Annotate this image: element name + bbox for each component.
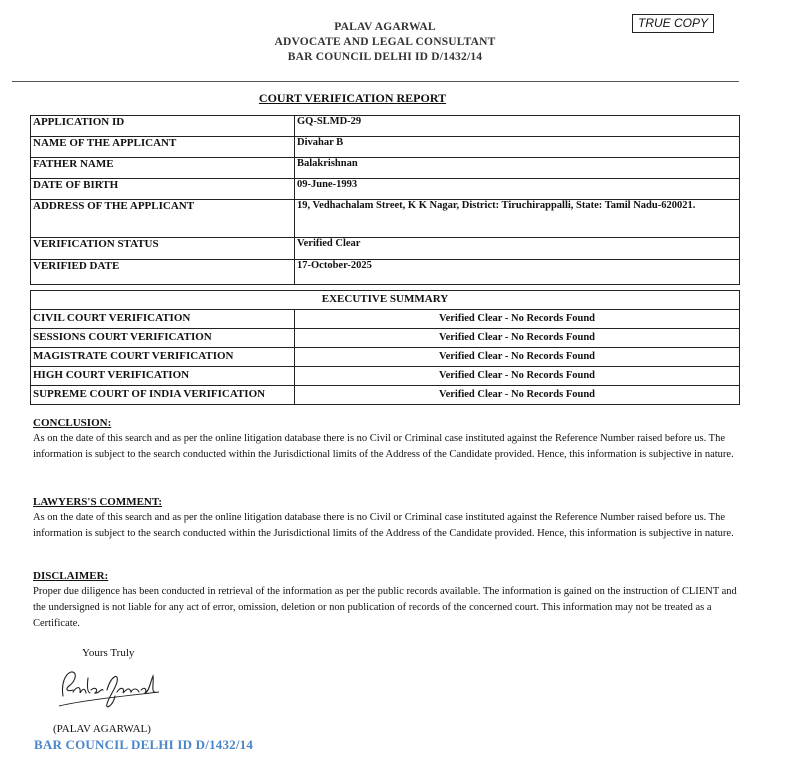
table-row xyxy=(31,291,740,310)
lawyers-comment-text: As on the date of this search and as per the online litigation database there is no Civil or Criminal case instituted against the Reference Number raised before us. The information is subject to the search conducted within the Jurisdictional limits of the Address of the Candidate provided. Hence, this information is subjective in nature. xyxy=(33,512,734,539)
true-copy-stamp: TRUE COPY xyxy=(632,14,714,33)
detail-label: ADDRESS OF THE APPLICANT xyxy=(31,200,295,238)
advocate-role: ADVOCATE AND LEGAL CONSULTANT xyxy=(274,36,496,48)
detail-value: GQ-SLMD-29 xyxy=(295,116,740,137)
disclaimer-text: Proper due diligence has been conducted in retrieval of the information as per the public records available. The information is gained on the instruction of CLIENT and the undersigned is not liable for any act of error, omission, deletion or non publication of records of the concerned court. This information may not be treated as a Certificate. xyxy=(33,586,737,629)
summary-value: Verified Clear - No Records Found xyxy=(295,329,740,348)
summary-label: CIVIL COURT VERIFICATION xyxy=(31,310,295,329)
lawyers-comment-heading: LAWYERS'S COMMENT: xyxy=(33,496,163,508)
table-row xyxy=(31,348,740,367)
detail-value: 19, Vedhachalam Street, K K Nagar, District: Tiruchirappalli, State: Tamil Nadu-620021. xyxy=(295,200,740,238)
table-row xyxy=(31,137,740,158)
detail-value: 17-October-2025 xyxy=(295,260,740,285)
applicant-details-table xyxy=(30,115,740,285)
summary-value: Verified Clear - No Records Found xyxy=(295,367,740,386)
summary-value: Verified Clear - No Records Found xyxy=(295,310,740,329)
table-row xyxy=(31,310,740,329)
disclaimer-heading: DISCLAIMER: xyxy=(33,570,109,582)
table-row xyxy=(31,260,740,285)
closing-salutation: Yours Truly xyxy=(82,647,135,659)
detail-label: VERIFIED DATE xyxy=(31,260,295,285)
summary-value: Verified Clear - No Records Found xyxy=(295,386,740,405)
conclusion-text: As on the date of this search and as per the online litigation database there is no Civil or Criminal case instituted against the Reference Number raised before us. The information is subject to the search conducted within the Jurisdictional limits of the Address of the Candidate provided. Hence, this information is subjective in nature. xyxy=(33,433,734,460)
detail-value: 09-June-1993 xyxy=(295,179,740,200)
detail-label: VERIFICATION STATUS xyxy=(31,238,295,260)
detail-label: APPLICATION ID xyxy=(31,116,295,137)
detail-value: Verified Clear xyxy=(295,238,740,260)
detail-value: Balakrishnan xyxy=(295,158,740,179)
detail-label: FATHER NAME xyxy=(31,158,295,179)
signatory-name: (PALAV AGARWAL) xyxy=(53,723,151,735)
table-row xyxy=(31,367,740,386)
table-row xyxy=(31,329,740,348)
signatory-bar-id: BAR COUNCIL DELHI ID D/1432/14 xyxy=(34,737,254,752)
conclusion-heading: CONCLUSION: xyxy=(33,417,112,429)
table-row xyxy=(31,238,740,260)
table-row xyxy=(31,179,740,200)
summary-label: MAGISTRATE COURT VERIFICATION xyxy=(31,348,295,367)
summary-label: HIGH COURT VERIFICATION xyxy=(31,367,295,386)
summary-label: SUPREME COURT OF INDIA VERIFICATION xyxy=(31,386,295,405)
signature xyxy=(55,666,165,711)
summary-title: EXECUTIVE SUMMARY xyxy=(31,291,740,310)
header-divider xyxy=(12,81,739,82)
disclaimer-section xyxy=(33,568,738,632)
table-row xyxy=(31,116,740,137)
table-row xyxy=(31,386,740,405)
table-row xyxy=(31,200,740,238)
report-title: COURT VERIFICATION REPORT xyxy=(258,91,447,105)
detail-label: NAME OF THE APPLICANT xyxy=(31,137,295,158)
table-row xyxy=(31,158,740,179)
detail-value: Divahar B xyxy=(295,137,740,158)
conclusion-section xyxy=(33,415,738,463)
summary-label: SESSIONS COURT VERIFICATION xyxy=(31,329,295,348)
summary-value: Verified Clear - No Records Found xyxy=(295,348,740,367)
lawyers-comment-section xyxy=(33,494,738,542)
advocate-name: PALAV AGARWAL xyxy=(334,21,436,33)
executive-summary-table xyxy=(30,290,740,405)
detail-label: DATE OF BIRTH xyxy=(31,179,295,200)
advocate-bar-id: BAR COUNCIL DELHI ID D/1432/14 xyxy=(287,51,483,63)
